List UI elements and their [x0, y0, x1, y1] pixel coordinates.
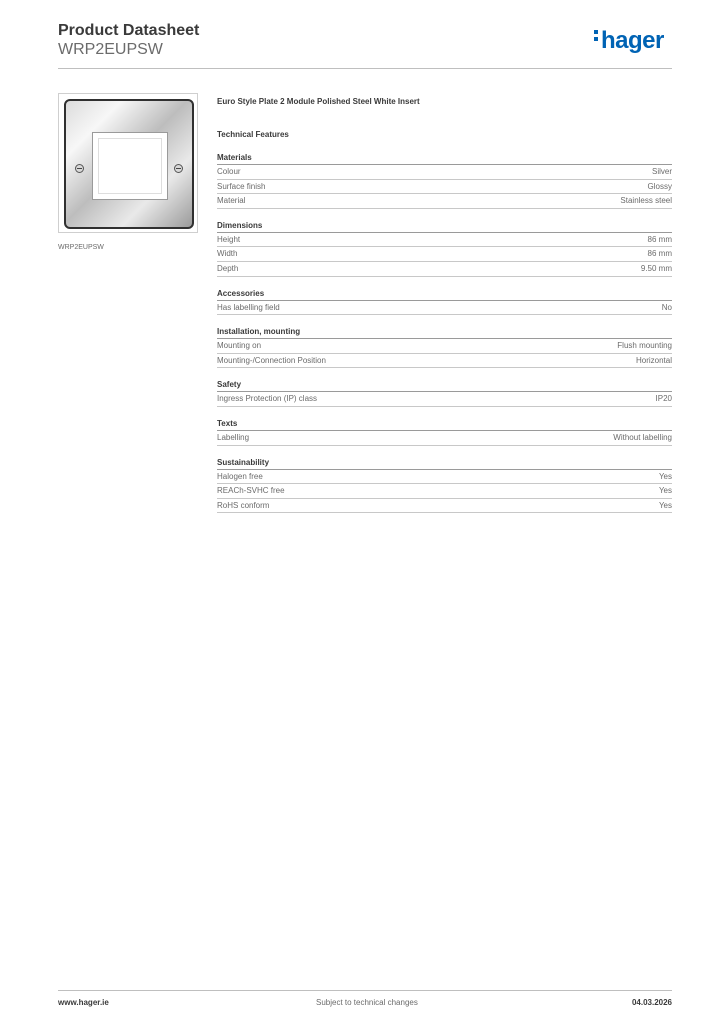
section-title: Accessories	[217, 287, 672, 301]
feature-row	[217, 262, 672, 277]
product-description: Euro Style Plate 2 Module Polished Steel White Insert	[217, 97, 420, 106]
product-code: WRP2EUPSW	[58, 41, 163, 58]
feature-row	[217, 339, 672, 354]
feature-value: IP20	[655, 394, 672, 404]
feature-label: Labelling	[217, 432, 250, 442]
feature-value: Glossy	[647, 181, 672, 191]
feature-value: Yes	[658, 500, 672, 510]
feature-value: Stainless steel	[620, 196, 672, 206]
logo-text: hager	[601, 27, 664, 54]
feature-row	[217, 180, 672, 195]
section-title: Dimensions	[217, 219, 672, 233]
feature-label: Height	[217, 234, 241, 244]
section-title: Materials	[217, 151, 672, 165]
feature-value: No	[661, 302, 672, 312]
screw-icon	[75, 164, 84, 173]
product-image	[58, 93, 198, 233]
feature-row	[217, 194, 672, 209]
footer-notice: Subject to technical changes	[316, 998, 418, 1007]
feature-label: Material	[217, 196, 246, 206]
feature-row	[217, 301, 672, 316]
feature-section	[217, 456, 672, 514]
datasheet-content	[217, 96, 672, 513]
feature-row	[217, 392, 672, 407]
feature-label: Ingress Protection (IP) class	[217, 394, 318, 404]
header-divider	[58, 68, 672, 69]
feature-section	[217, 378, 672, 407]
feature-label: Width	[217, 249, 238, 259]
feature-value: 86 mm	[647, 234, 672, 244]
feature-value: 9.50 mm	[640, 263, 672, 273]
footer-website: www.hager.ie	[58, 998, 109, 1007]
section-title: Safety	[217, 378, 672, 392]
section-title: Installation, mounting	[217, 325, 672, 339]
logo-dots-icon	[594, 27, 599, 44]
feature-value: 86 mm	[647, 249, 672, 259]
feature-label: Surface finish	[217, 181, 266, 191]
feature-row	[217, 499, 672, 514]
section-title: Sustainability	[217, 456, 672, 470]
feature-value: Horizontal	[635, 355, 672, 365]
screw-icon	[174, 164, 183, 173]
feature-row	[217, 354, 672, 369]
feature-row	[217, 470, 672, 485]
feature-row	[217, 247, 672, 262]
feature-value: Without labelling	[613, 432, 672, 442]
feature-label: Mounting on	[217, 341, 262, 351]
feature-label: Halogen free	[217, 471, 263, 481]
feature-value: Flush mounting	[617, 341, 672, 351]
feature-label: REACh-SVHC free	[217, 486, 285, 496]
feature-section	[217, 325, 672, 368]
feature-value: Yes	[658, 471, 672, 481]
feature-row	[217, 431, 672, 446]
feature-label: Colour	[217, 167, 241, 176]
feature-label: Mounting-/Connection Position	[217, 355, 326, 365]
feature-section	[217, 287, 672, 316]
feature-section	[217, 219, 672, 277]
feature-label: RoHS conform	[217, 500, 270, 510]
footer-date: 04.03.2026	[631, 998, 672, 1007]
feature-value: Silver	[651, 167, 672, 176]
document-title: Product Datasheet	[58, 22, 200, 39]
feature-row	[217, 484, 672, 499]
feature-label: Has labelling field	[217, 302, 280, 312]
image-caption: WRP2EUPSW	[58, 244, 104, 251]
feature-value: Yes	[658, 486, 672, 496]
technical-features-heading: Technical Features	[217, 130, 289, 139]
feature-row	[217, 233, 672, 248]
feature-label: Depth	[217, 263, 239, 273]
page-footer	[58, 998, 672, 1010]
feature-section	[217, 151, 672, 209]
feature-sections	[217, 151, 672, 513]
feature-row	[217, 165, 672, 180]
hager-logo	[594, 26, 664, 56]
section-title: Texts	[217, 417, 672, 431]
plate-insert	[92, 132, 168, 200]
footer-divider	[58, 990, 672, 991]
page-header	[58, 21, 199, 59]
feature-section	[217, 417, 672, 446]
wall-plate-icon	[64, 99, 194, 229]
